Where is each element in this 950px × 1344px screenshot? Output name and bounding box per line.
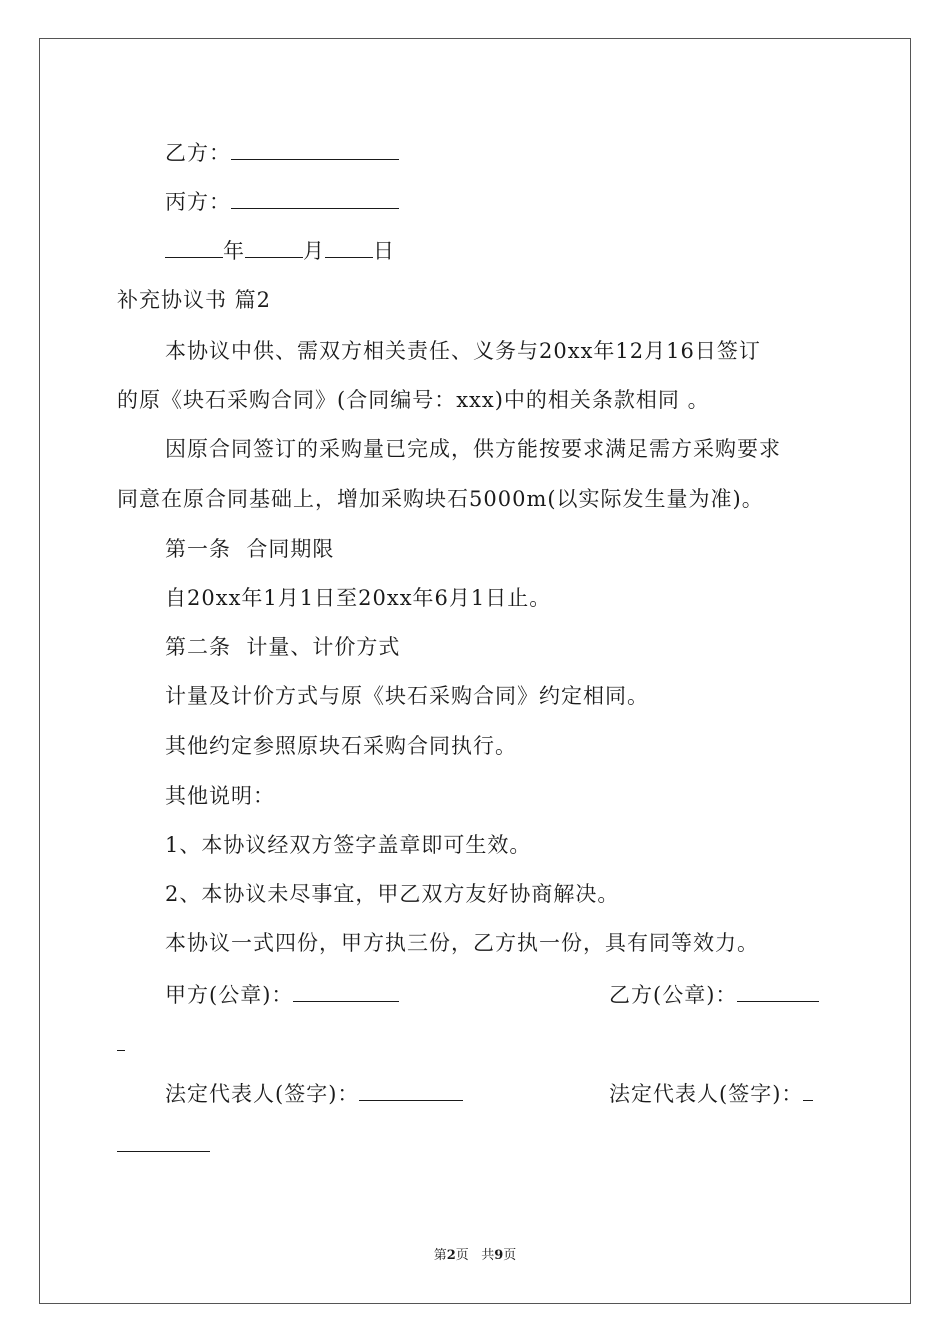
party-b-rep-label: 法定代表人(签字)： (609, 1082, 804, 1106)
party-a-rep-blank[interactable] (359, 1080, 463, 1101)
date-line (165, 237, 395, 264)
other-notes-title: 其他说明： (165, 784, 275, 808)
month-blank[interactable] (245, 237, 303, 258)
copies-clause: 本协议一式四份，甲方执三份，乙方执一份，具有同等效力。 (165, 931, 759, 955)
party-b-rep-line (609, 1080, 813, 1107)
section-heading: 补充协议书 篇2 (117, 288, 272, 312)
intro-line-1: 本协议中供、需双方相关责任、义务与20xx年12月16日签订 (165, 339, 761, 363)
article-1-body: 自20xx年1月1日至20xx年6月1日止。 (165, 586, 552, 610)
note-2: 2、本协议未尽事宜，甲乙双方友好协商解决。 (165, 882, 620, 906)
article-2-title: 第二条 计量、计价方式 (165, 635, 401, 659)
party-b-signature-line (165, 139, 399, 166)
total-pages: 9 (494, 1248, 504, 1263)
reason-line-2: 同意在原合同基础上，增加采购块石5000m(以实际发生量为准)。 (117, 487, 764, 511)
page-suffix: 页 (455, 1248, 469, 1263)
party-a-seal-label: 甲方(公章)： (165, 983, 294, 1007)
party-a-rep-label: 法定代表人(签字)： (165, 1082, 360, 1106)
article-2-body: 计量及计价方式与原《块石采购合同》约定相同。 (165, 684, 649, 708)
total-prefix: 共 (481, 1248, 495, 1263)
reason-line-1: 因原合同签订的采购量已完成，供方能按要求满足需方采购要求 (165, 437, 781, 461)
day-label: 日 (373, 239, 395, 263)
article-1-title: 第一条 合同期限 (165, 537, 335, 561)
party-b-label: 乙方： (165, 141, 231, 165)
party-b-seal-line (609, 981, 819, 1008)
party-b-rep-continuation (117, 1131, 210, 1158)
month-label: 月 (303, 239, 325, 263)
party-a-seal-line (165, 981, 399, 1008)
day-blank[interactable] (325, 237, 373, 258)
party-b-seal-blank-continued[interactable] (117, 1030, 125, 1051)
total-suffix: 页 (503, 1248, 517, 1263)
party-b-rep-blank[interactable] (803, 1080, 813, 1101)
party-c-signature-line (165, 188, 399, 215)
intro-line-2: 的原《块石采购合同》(合同编号：xxx)中的相关条款相同 。 (117, 388, 710, 412)
party-b-seal-label: 乙方(公章)： (609, 983, 738, 1007)
page-border (39, 38, 911, 1304)
party-a-seal-blank[interactable] (293, 981, 399, 1002)
party-b-rep-blank-continued[interactable] (117, 1131, 210, 1152)
party-c-blank[interactable] (231, 188, 399, 209)
party-a-rep-line (165, 1080, 463, 1107)
page-number: 2 (446, 1248, 456, 1263)
note-1: 1、本协议经双方签字盖章即可生效。 (165, 833, 532, 857)
page-footer (0, 1248, 950, 1264)
year-blank[interactable] (165, 237, 223, 258)
party-b-seal-continuation (117, 1030, 125, 1057)
year-label: 年 (223, 239, 245, 263)
party-c-label: 丙方： (165, 190, 231, 214)
page-prefix: 第 (433, 1248, 447, 1263)
party-b-seal-blank[interactable] (737, 981, 819, 1002)
other-agreement: 其他约定参照原块石采购合同执行。 (165, 734, 517, 758)
party-b-blank[interactable] (231, 139, 399, 160)
